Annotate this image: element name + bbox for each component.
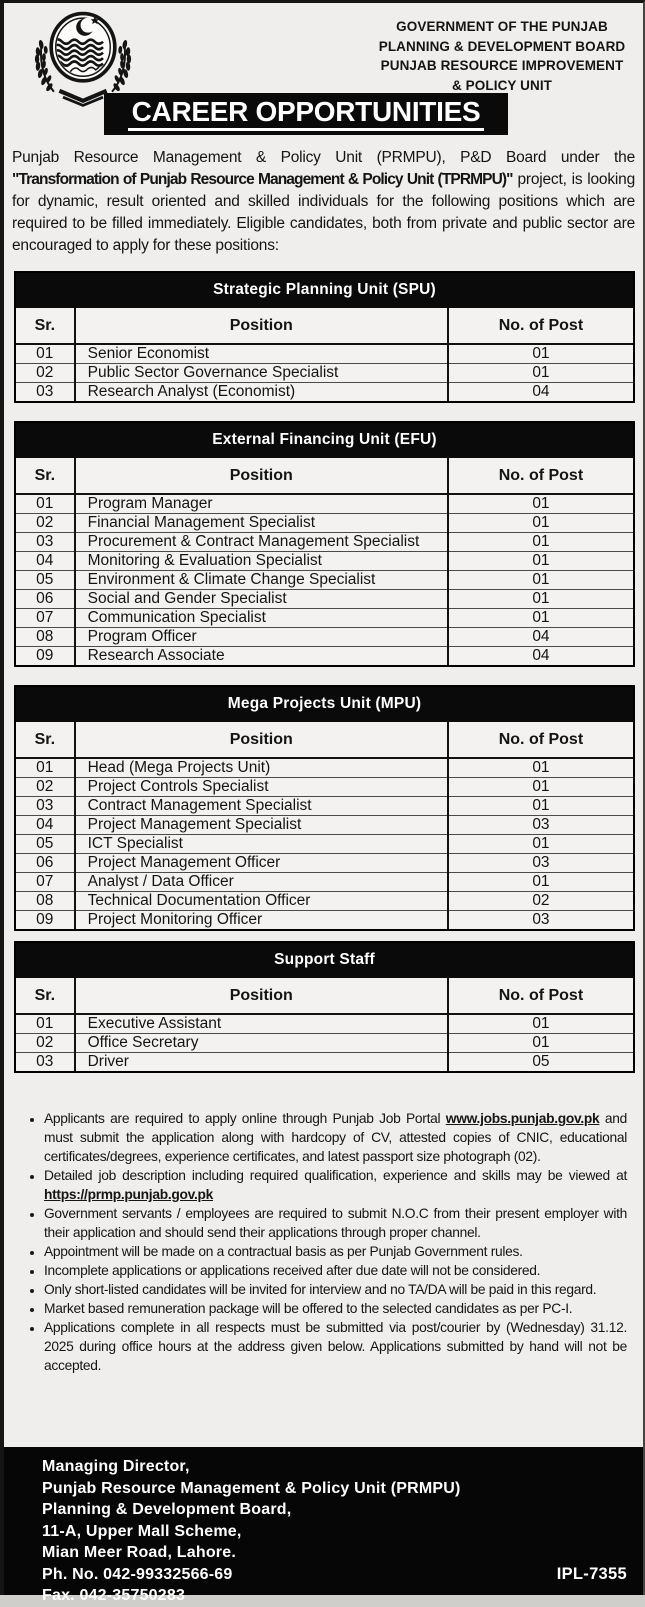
cell-position: Contract Management Specialist xyxy=(75,797,448,816)
cell-posts: 01 xyxy=(448,533,633,552)
cell-position: Technical Documentation Officer xyxy=(75,892,448,911)
cell-position: Driver xyxy=(75,1053,448,1072)
footer-line: Ph. No. 042-99332566-69 xyxy=(42,1565,233,1583)
table-row xyxy=(16,590,633,609)
career-title-bar xyxy=(104,93,508,135)
cell-sr: 03 xyxy=(16,797,75,816)
cell-position: Communication Specialist xyxy=(75,609,448,628)
cell-position: Research Associate xyxy=(75,647,448,666)
cell-sr: 07 xyxy=(16,609,75,628)
cell-sr: 05 xyxy=(16,571,75,590)
note-item xyxy=(44,1299,627,1318)
column-header-sr: Sr. xyxy=(16,458,75,494)
notes-list xyxy=(28,1109,627,1375)
note-text: Incomplete applications or applications received after due date will not be considered. xyxy=(44,1263,541,1278)
tables-section xyxy=(4,271,643,1073)
table-row xyxy=(16,647,633,666)
cell-posts: 01 xyxy=(448,1014,633,1034)
note-text: Applicants are required to apply online through Punjab Job Portal xyxy=(44,1111,446,1126)
cell-position: Project Management Specialist xyxy=(75,816,448,835)
cell-sr: 01 xyxy=(16,1014,75,1034)
cell-position: Analyst / Data Officer xyxy=(75,873,448,892)
header-row xyxy=(16,722,633,758)
table-row xyxy=(16,1014,633,1034)
note-item xyxy=(44,1109,627,1166)
table-row xyxy=(16,628,633,647)
table-title: Strategic Planning Unit (SPU) xyxy=(16,273,633,308)
cell-sr: 02 xyxy=(16,778,75,797)
note-text: Appointment will be made on a contractual basis as per Punjab Government rules. xyxy=(44,1244,523,1259)
cell-posts: 02 xyxy=(448,892,633,911)
footer-line: Mian Meer Road, Lahore. xyxy=(42,1544,236,1561)
note-item xyxy=(44,1280,627,1299)
note-text: Applications complete in all respects must be submitted via post/courier by (Wednesday) 31.12. 2025 during office hours at the address given below. Applications submitted by hand will not be accepted. xyxy=(44,1320,627,1373)
note-text: Market based remuneration package will be offered to the selected candidates as per PC-I. xyxy=(44,1301,573,1316)
column-header-position: Position xyxy=(75,458,448,494)
cell-posts: 01 xyxy=(448,797,633,816)
table-title: Support Staff xyxy=(16,943,633,978)
cell-sr: 02 xyxy=(16,364,75,383)
table-row xyxy=(16,816,633,835)
table-title: External Financing Unit (EFU) xyxy=(16,423,633,458)
note-text: Government servants / employees are required to submit N.O.C from their present employer with their application and should send their applications through proper channel. xyxy=(44,1206,627,1240)
cell-sr: 04 xyxy=(16,552,75,571)
ipl-number: IPL-7355 xyxy=(556,1565,627,1583)
footer-line: Fax. 042-35750283 xyxy=(42,1587,186,1604)
table-row xyxy=(16,533,633,552)
table-row xyxy=(16,911,633,930)
cell-posts: 01 xyxy=(448,758,633,778)
url-text[interactable]: www.jobs.punjab.gov.pk xyxy=(445,1111,600,1126)
note-text: Detailed job description including required qualification, experience and skills may be viewed at xyxy=(44,1168,627,1183)
cell-posts: 03 xyxy=(448,911,633,930)
note-item xyxy=(44,1166,627,1204)
cell-sr: 01 xyxy=(16,344,75,364)
job-table-mpu xyxy=(14,685,635,931)
cell-sr: 07 xyxy=(16,873,75,892)
cell-posts: 01 xyxy=(448,873,633,892)
cell-posts: 03 xyxy=(448,854,633,873)
cell-posts: 01 xyxy=(448,778,633,797)
cell-position: Monitoring & Evaluation Specialist xyxy=(75,552,448,571)
intro-paragraph xyxy=(12,147,635,257)
cell-posts: 01 xyxy=(448,609,633,628)
cell-sr: 01 xyxy=(16,758,75,778)
cell-sr: 08 xyxy=(16,892,75,911)
footer-line: Planning & Development Board, xyxy=(42,1501,292,1518)
cell-position: Environment & Climate Change Specialist xyxy=(75,571,448,590)
note-item xyxy=(44,1318,627,1375)
header-row xyxy=(16,978,633,1014)
cell-posts: 04 xyxy=(448,647,633,666)
column-header-position: Position xyxy=(75,308,448,344)
intro-bold-project-name: "Transformation of Punjab Resource Management & Policy Unit (TPRMPU)" xyxy=(12,171,513,188)
org-line: PLANNING & DEVELOPMENT BOARD xyxy=(378,38,626,54)
table-row xyxy=(16,873,633,892)
cell-posts: 01 xyxy=(448,571,633,590)
table-row xyxy=(16,552,633,571)
table-row xyxy=(16,1034,633,1053)
cell-sr: 01 xyxy=(16,494,75,514)
cell-sr: 06 xyxy=(16,590,75,609)
cell-position: Project Management Officer xyxy=(75,854,448,873)
cell-position: Public Sector Governance Specialist xyxy=(75,364,448,383)
cell-posts: 05 xyxy=(448,1053,633,1072)
cell-posts: 01 xyxy=(448,364,633,383)
org-line: GOVERNMENT OF THE PUNJAB xyxy=(396,19,608,34)
cell-position: Head (Mega Projects Unit) xyxy=(75,758,448,778)
column-header-sr: Sr. xyxy=(16,722,75,758)
cell-posts: 01 xyxy=(448,835,633,854)
table-title: Mega Projects Unit (MPU) xyxy=(16,687,633,722)
org-line: & POLICY UNIT xyxy=(451,77,553,93)
cell-position: Procurement & Contract Management Specialist xyxy=(75,533,448,552)
table-row xyxy=(16,609,633,628)
table-row xyxy=(16,514,633,533)
column-header-posts: No. of Post xyxy=(448,722,633,758)
note-item xyxy=(44,1204,627,1242)
career-title: CAREER OPPORTUNITIES xyxy=(128,98,485,131)
column-header-position: Position xyxy=(75,978,448,1014)
job-table-efu xyxy=(14,421,635,667)
cell-position: Project Controls Specialist xyxy=(75,778,448,797)
cell-sr: 06 xyxy=(16,854,75,873)
cell-posts: 01 xyxy=(448,552,633,571)
cell-posts: 01 xyxy=(448,590,633,609)
cell-position: Financial Management Specialist xyxy=(75,514,448,533)
column-header-posts: No. of Post xyxy=(448,978,633,1014)
table-row xyxy=(16,364,633,383)
note-item xyxy=(44,1261,627,1280)
cell-sr: 02 xyxy=(16,514,75,533)
footer-block xyxy=(4,1447,643,1604)
cell-position: Office Secretary xyxy=(75,1034,448,1053)
column-header-sr: Sr. xyxy=(16,978,75,1014)
cell-sr: 02 xyxy=(16,1034,75,1053)
cell-position: ICT Specialist xyxy=(75,835,448,854)
cell-position: Social and Gender Specialist xyxy=(75,590,448,609)
table-row xyxy=(16,571,633,590)
cell-sr: 03 xyxy=(16,533,75,552)
footer-line: Managing Director, xyxy=(42,1458,190,1475)
cell-posts: 01 xyxy=(448,514,633,533)
cell-position: Program Manager xyxy=(75,494,448,514)
table-row xyxy=(16,494,633,514)
table-row xyxy=(16,797,633,816)
table-row xyxy=(16,758,633,778)
intro-text: Punjab Resource Management & Policy Unit (PRMPU), P&D Board under the xyxy=(12,149,635,166)
cell-position: Research Analyst (Economist) xyxy=(75,383,448,402)
column-header-posts: No. of Post xyxy=(448,458,633,494)
cell-sr: 09 xyxy=(36,647,54,664)
header-row xyxy=(16,308,633,344)
cell-position: Senior Economist xyxy=(75,344,448,364)
cell-sr: 04 xyxy=(16,816,75,835)
header-row xyxy=(16,458,633,494)
cell-position: Executive Assistant xyxy=(75,1014,448,1034)
table-row xyxy=(16,854,633,873)
cell-sr: 03 xyxy=(36,383,54,400)
cell-sr: 09 xyxy=(36,911,54,928)
table-row xyxy=(16,383,633,402)
punjab-crest-logo xyxy=(26,9,140,109)
note-text: Only short-listed candidates will be invited for interview and no TA/DA will be paid in this regard. xyxy=(44,1282,597,1297)
cell-position: Project Monitoring Officer xyxy=(75,911,448,930)
cell-posts: 04 xyxy=(448,383,633,402)
header xyxy=(4,3,643,105)
footer-line: Punjab Resource Management & Policy Unit (PRMPU) xyxy=(42,1479,461,1497)
table-row xyxy=(16,778,633,797)
job-table-support xyxy=(14,941,635,1073)
table-row xyxy=(16,344,633,364)
org-title-block xyxy=(373,17,631,95)
cell-posts: 01 xyxy=(448,344,633,364)
cell-sr: 08 xyxy=(16,628,75,647)
column-header-position: Position xyxy=(75,722,448,758)
table-row xyxy=(16,835,633,854)
note-text: and must submit the application along with hardcopy of CV, attested copies of CNIC, educational certificates/degrees, experience certificates, and latest passport size photograph (02). xyxy=(44,1111,627,1164)
cell-position: Program Officer xyxy=(75,628,448,647)
footer-address xyxy=(42,1456,643,1607)
org-line: PUNJAB RESOURCE IMPROVEMENT xyxy=(380,58,624,73)
cell-posts: 01 xyxy=(448,1034,633,1053)
job-table-spu xyxy=(14,271,635,403)
intro-text-after: project, is looking for dynamic, result oriented and skilled individuals for the following positions which are required to be filled immediately. Eligible candidates, both from private and public sector are encouraged to apply for these positions: xyxy=(12,171,635,254)
column-header-posts: No. of Post xyxy=(448,308,633,344)
footer-line: 11-A, Upper Mall Scheme, xyxy=(42,1522,242,1540)
note-item xyxy=(44,1242,627,1261)
url-text[interactable]: https://prmp.punjab.gov.pk xyxy=(44,1187,213,1202)
cell-sr: 05 xyxy=(16,835,75,854)
cell-posts: 01 xyxy=(448,494,633,514)
cell-sr: 03 xyxy=(36,1053,54,1070)
cell-posts: 04 xyxy=(448,628,633,647)
cell-posts: 03 xyxy=(448,816,633,835)
column-header-sr: Sr. xyxy=(16,308,75,344)
table-row xyxy=(16,1053,633,1072)
table-row xyxy=(16,892,633,911)
